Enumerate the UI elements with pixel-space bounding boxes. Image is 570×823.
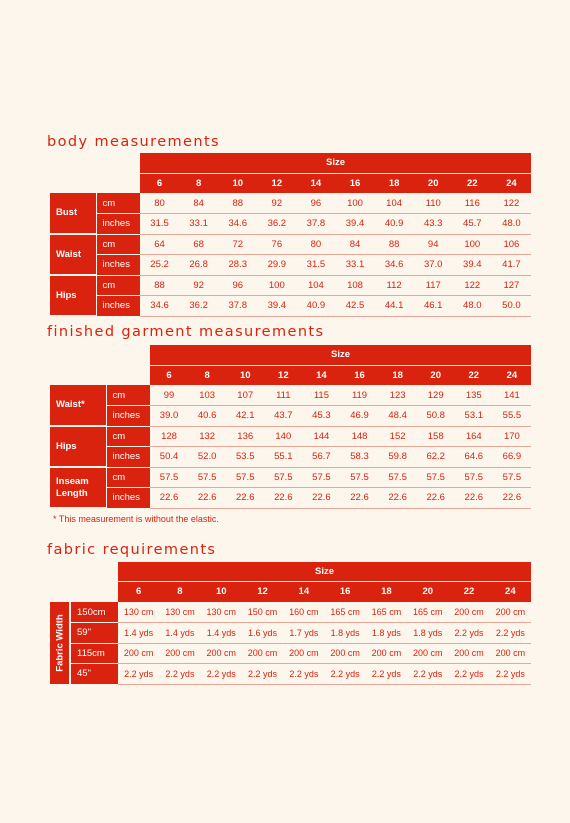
unit-label: inches	[106, 406, 150, 427]
table-row	[50, 664, 531, 685]
fabric-amount: 200 cm	[324, 643, 365, 664]
table-row	[50, 623, 531, 644]
fabric-amount: 1.6 yds	[242, 623, 283, 644]
measurement-value: 52.0	[188, 447, 226, 468]
measurement-value: 140	[264, 426, 302, 447]
fabric-width-value: 150cm	[70, 602, 118, 623]
measurement-value: 100	[335, 193, 374, 214]
measurement-value: 80	[296, 234, 335, 255]
size-column-header: 10	[218, 173, 257, 193]
measurement-value: 56.7	[302, 447, 340, 468]
fabric-amount: 1.4 yds	[201, 623, 242, 644]
measurement-value: 45.7	[453, 214, 492, 235]
measurement-value: 88	[375, 234, 414, 255]
size-column-header: 22	[455, 365, 493, 385]
unit-label: inches	[106, 447, 150, 468]
measurement-value: 100	[257, 275, 296, 296]
fabric-amount: 1.8 yds	[366, 623, 407, 644]
measurement-value: 34.6	[218, 214, 257, 235]
unit-label: inches	[96, 214, 140, 235]
measurement-value: 144	[302, 426, 340, 447]
measurement-value: 152	[379, 426, 417, 447]
measurement-value: 84	[335, 234, 374, 255]
size-column-header: 8	[179, 173, 218, 193]
measurement-value: 36.2	[257, 214, 296, 235]
size-column-header: 12	[264, 365, 302, 385]
measurement-value: 122	[453, 275, 492, 296]
measurement-value: 108	[335, 275, 374, 296]
measurement-value: 36.2	[179, 296, 218, 317]
measurement-value: 141	[493, 385, 531, 406]
size-column-header: 22	[453, 173, 492, 193]
size-column-header: 20	[417, 365, 455, 385]
measurement-value: 106	[492, 234, 531, 255]
measurement-value: 57.5	[150, 467, 188, 488]
measurement-value: 46.9	[340, 406, 378, 427]
fabric-amount: 200 cm	[118, 643, 159, 664]
measurement-value: 37.8	[296, 214, 335, 235]
measurement-value: 43.7	[264, 406, 302, 427]
measurement-value: 88	[218, 193, 257, 214]
measurement-value: 40.6	[188, 406, 226, 427]
measurement-value: 132	[188, 426, 226, 447]
size-header: Size	[140, 153, 531, 173]
fabric-amount: 200 cm	[407, 643, 448, 664]
measurement-value: 111	[264, 385, 302, 406]
fabric-amount: 200 cm	[283, 643, 324, 664]
measurement-value: 68	[179, 234, 218, 255]
size-column-header: 6	[140, 173, 179, 193]
measurement-value: 117	[414, 275, 453, 296]
body-measurements-table	[50, 153, 531, 317]
size-header: Size	[150, 345, 531, 365]
unit-label: inches	[96, 255, 140, 276]
measurement-value: 34.6	[140, 296, 179, 317]
measurement-value: 127	[492, 275, 531, 296]
size-column-header: 14	[302, 365, 340, 385]
fabric-requirements-title: fabric requirements	[47, 542, 217, 558]
fabric-amount: 2.2 yds	[242, 664, 283, 685]
measurement-value: 31.5	[296, 255, 335, 276]
measurement-value: 39.4	[257, 296, 296, 317]
measurement-value: 59.8	[379, 447, 417, 468]
table-row	[50, 255, 531, 276]
size-column-header: 14	[283, 581, 324, 602]
fabric-amount: 2.2 yds	[448, 623, 489, 644]
measurement-value: 57.5	[188, 467, 226, 488]
measurement-value: 135	[455, 385, 493, 406]
measurement-value: 80	[140, 193, 179, 214]
table-row	[50, 296, 531, 317]
body-measurements-title: body measurements	[47, 134, 220, 150]
fabric-amount: 200 cm	[448, 643, 489, 664]
measurement-label: Waist*	[50, 385, 106, 426]
fabric-requirements-table	[50, 562, 531, 685]
measurement-label: Bust	[50, 193, 96, 234]
measurement-label: Waist	[50, 234, 96, 275]
fabric-amount: 200 cm	[490, 602, 531, 623]
measurement-label: Hips	[50, 426, 106, 467]
measurement-value: 55.5	[493, 406, 531, 427]
measurement-value: 22.6	[493, 488, 531, 509]
measurement-value: 136	[226, 426, 264, 447]
measurement-value: 55.1	[264, 447, 302, 468]
fabric-amount: 200 cm	[242, 643, 283, 664]
fabric-amount: 1.8 yds	[324, 623, 365, 644]
fabric-width-label: Fabric Width	[54, 614, 65, 672]
fabric-amount: 2.2 yds	[324, 664, 365, 685]
measurement-value: 45.3	[302, 406, 340, 427]
fabric-amount: 2.2 yds	[159, 664, 200, 685]
measurement-value: 76	[257, 234, 296, 255]
measurement-value: 42.1	[226, 406, 264, 427]
measurement-value: 48.4	[379, 406, 417, 427]
measurement-value: 100	[453, 234, 492, 255]
measurement-value: 128	[150, 426, 188, 447]
measurement-value: 41.7	[492, 255, 531, 276]
fabric-amount: 200 cm	[201, 643, 242, 664]
measurement-value: 64.6	[455, 447, 493, 468]
size-column-header: 10	[201, 581, 242, 602]
measurement-value: 107	[226, 385, 264, 406]
measurement-value: 104	[296, 275, 335, 296]
measurement-value: 33.1	[179, 214, 218, 235]
table-row	[50, 643, 531, 664]
size-column-header: 16	[324, 581, 365, 602]
fabric-amount: 165 cm	[366, 602, 407, 623]
fabric-amount: 2.2 yds	[490, 664, 531, 685]
measurement-value: 22.6	[379, 488, 417, 509]
measurement-value: 26.8	[179, 255, 218, 276]
fabric-width-label-cell	[50, 602, 70, 684]
measurement-value: 34.6	[375, 255, 414, 276]
fabric-amount: 160 cm	[283, 602, 324, 623]
size-column-header: 12	[242, 581, 283, 602]
fabric-amount: 150 cm	[242, 602, 283, 623]
measurement-value: 50.8	[417, 406, 455, 427]
size-column-header: 8	[188, 365, 226, 385]
fabric-amount: 2.2 yds	[118, 664, 159, 685]
measurement-value: 25.2	[140, 255, 179, 276]
fabric-amount: 200 cm	[159, 643, 200, 664]
table-row	[50, 488, 531, 509]
measurement-value: 57.5	[264, 467, 302, 488]
measurement-value: 57.5	[302, 467, 340, 488]
size-column-header: 24	[490, 581, 531, 602]
size-column-header: 6	[150, 365, 188, 385]
size-column-header: 10	[226, 365, 264, 385]
fabric-amount: 200 cm	[490, 643, 531, 664]
size-column-header: 16	[335, 173, 374, 193]
garment-measurements-table	[50, 345, 531, 509]
table-row	[50, 385, 531, 406]
measurement-value: 62.2	[417, 447, 455, 468]
measurement-value: 116	[453, 193, 492, 214]
fabric-width-value: 45"	[70, 664, 118, 685]
fabric-amount: 130 cm	[118, 602, 159, 623]
measurement-value: 53.1	[455, 406, 493, 427]
measurement-value: 22.6	[417, 488, 455, 509]
measurement-value: 94	[414, 234, 453, 255]
table-row	[50, 234, 531, 255]
fabric-amount: 2.2 yds	[283, 664, 324, 685]
size-column-header: 12	[257, 173, 296, 193]
measurement-value: 39.4	[453, 255, 492, 276]
fabric-amount: 200 cm	[366, 643, 407, 664]
measurement-value: 40.9	[375, 214, 414, 235]
unit-label: cm	[106, 385, 150, 406]
measurement-value: 72	[218, 234, 257, 255]
fabric-amount: 2.2 yds	[201, 664, 242, 685]
size-column-header: 6	[118, 581, 159, 602]
measurement-value: 50.0	[492, 296, 531, 317]
garment-measurements-title: finished garment measurements	[47, 324, 325, 340]
measurement-value: 57.5	[226, 467, 264, 488]
table-row	[50, 426, 531, 447]
unit-label: cm	[106, 426, 150, 447]
fabric-amount: 1.4 yds	[118, 623, 159, 644]
table-row	[50, 602, 531, 623]
unit-label: cm	[106, 467, 150, 488]
fabric-amount: 2.2 yds	[448, 664, 489, 685]
measurement-value: 57.5	[493, 467, 531, 488]
size-column-header: 14	[296, 173, 335, 193]
fabric-width-value: 115cm	[70, 643, 118, 664]
measurement-value: 123	[379, 385, 417, 406]
fabric-amount: 1.7 yds	[283, 623, 324, 644]
measurement-value: 22.6	[188, 488, 226, 509]
measurement-value: 104	[375, 193, 414, 214]
size-header: Size	[118, 562, 531, 581]
size-column-header: 20	[414, 173, 453, 193]
measurement-value: 39.4	[335, 214, 374, 235]
measurement-label: Hips	[50, 275, 96, 316]
measurement-value: 57.5	[455, 467, 493, 488]
measurement-value: 50.4	[150, 447, 188, 468]
measurement-value: 122	[492, 193, 531, 214]
fabric-amount: 200 cm	[448, 602, 489, 623]
measurement-value: 40.9	[296, 296, 335, 317]
fabric-amount: 165 cm	[324, 602, 365, 623]
measurement-value: 64	[140, 234, 179, 255]
measurement-value: 92	[257, 193, 296, 214]
elastic-footnote: * This measurement is without the elastic.	[53, 514, 219, 524]
measurement-value: 110	[414, 193, 453, 214]
measurement-value: 22.6	[150, 488, 188, 509]
measurement-value: 43.3	[414, 214, 453, 235]
measurement-value: 88	[140, 275, 179, 296]
measurement-value: 48.0	[492, 214, 531, 235]
measurement-value: 103	[188, 385, 226, 406]
measurement-value: 84	[179, 193, 218, 214]
measurement-value: 37.0	[414, 255, 453, 276]
table-row	[50, 406, 531, 427]
measurement-value: 33.1	[335, 255, 374, 276]
measurement-value: 53.5	[226, 447, 264, 468]
measurement-value: 28.3	[218, 255, 257, 276]
unit-label: inches	[96, 296, 140, 317]
unit-label: cm	[96, 193, 140, 214]
measurement-value: 39.0	[150, 406, 188, 427]
measurement-value: 96	[296, 193, 335, 214]
fabric-amount: 1.4 yds	[159, 623, 200, 644]
measurement-value: 57.5	[417, 467, 455, 488]
measurement-value: 46.1	[414, 296, 453, 317]
measurement-value: 57.5	[379, 467, 417, 488]
measurement-value: 57.5	[340, 467, 378, 488]
measurement-label: Inseam Length	[50, 467, 106, 508]
measurement-value: 92	[179, 275, 218, 296]
measurement-value: 22.6	[302, 488, 340, 509]
measurement-value: 96	[218, 275, 257, 296]
size-column-header: 24	[492, 173, 531, 193]
unit-label: inches	[106, 488, 150, 509]
measurement-value: 170	[493, 426, 531, 447]
measurement-value: 112	[375, 275, 414, 296]
table-row	[50, 193, 531, 214]
size-column-header: 18	[366, 581, 407, 602]
fabric-amount: 2.2 yds	[366, 664, 407, 685]
size-column-header: 20	[407, 581, 448, 602]
measurement-value: 48.0	[453, 296, 492, 317]
fabric-amount: 2.2 yds	[407, 664, 448, 685]
measurement-value: 42.5	[335, 296, 374, 317]
fabric-amount: 2.2 yds	[490, 623, 531, 644]
measurement-value: 115	[302, 385, 340, 406]
measurement-value: 37.8	[218, 296, 257, 317]
size-column-header: 8	[159, 581, 200, 602]
measurement-value: 22.6	[226, 488, 264, 509]
measurement-value: 66.9	[493, 447, 531, 468]
fabric-amount: 130 cm	[201, 602, 242, 623]
measurement-value: 158	[417, 426, 455, 447]
unit-label: cm	[96, 275, 140, 296]
measurement-value: 99	[150, 385, 188, 406]
measurement-value: 22.6	[455, 488, 493, 509]
table-row	[50, 447, 531, 468]
fabric-amount: 165 cm	[407, 602, 448, 623]
fabric-width-value: 59"	[70, 623, 118, 644]
table-row	[50, 275, 531, 296]
measurement-value: 29.9	[257, 255, 296, 276]
measurement-value: 148	[340, 426, 378, 447]
fabric-amount: 1.8 yds	[407, 623, 448, 644]
size-column-header: 22	[448, 581, 489, 602]
measurement-value: 31.5	[140, 214, 179, 235]
measurement-value: 129	[417, 385, 455, 406]
table-row	[50, 214, 531, 235]
measurement-value: 44.1	[375, 296, 414, 317]
size-column-header: 18	[379, 365, 417, 385]
measurement-value: 119	[340, 385, 378, 406]
size-column-header: 16	[340, 365, 378, 385]
measurement-value: 164	[455, 426, 493, 447]
measurement-value: 22.6	[264, 488, 302, 509]
size-column-header: 18	[375, 173, 414, 193]
size-column-header: 24	[493, 365, 531, 385]
fabric-amount: 130 cm	[159, 602, 200, 623]
measurement-value: 58.3	[340, 447, 378, 468]
unit-label: cm	[96, 234, 140, 255]
measurement-value: 22.6	[340, 488, 378, 509]
table-row	[50, 467, 531, 488]
